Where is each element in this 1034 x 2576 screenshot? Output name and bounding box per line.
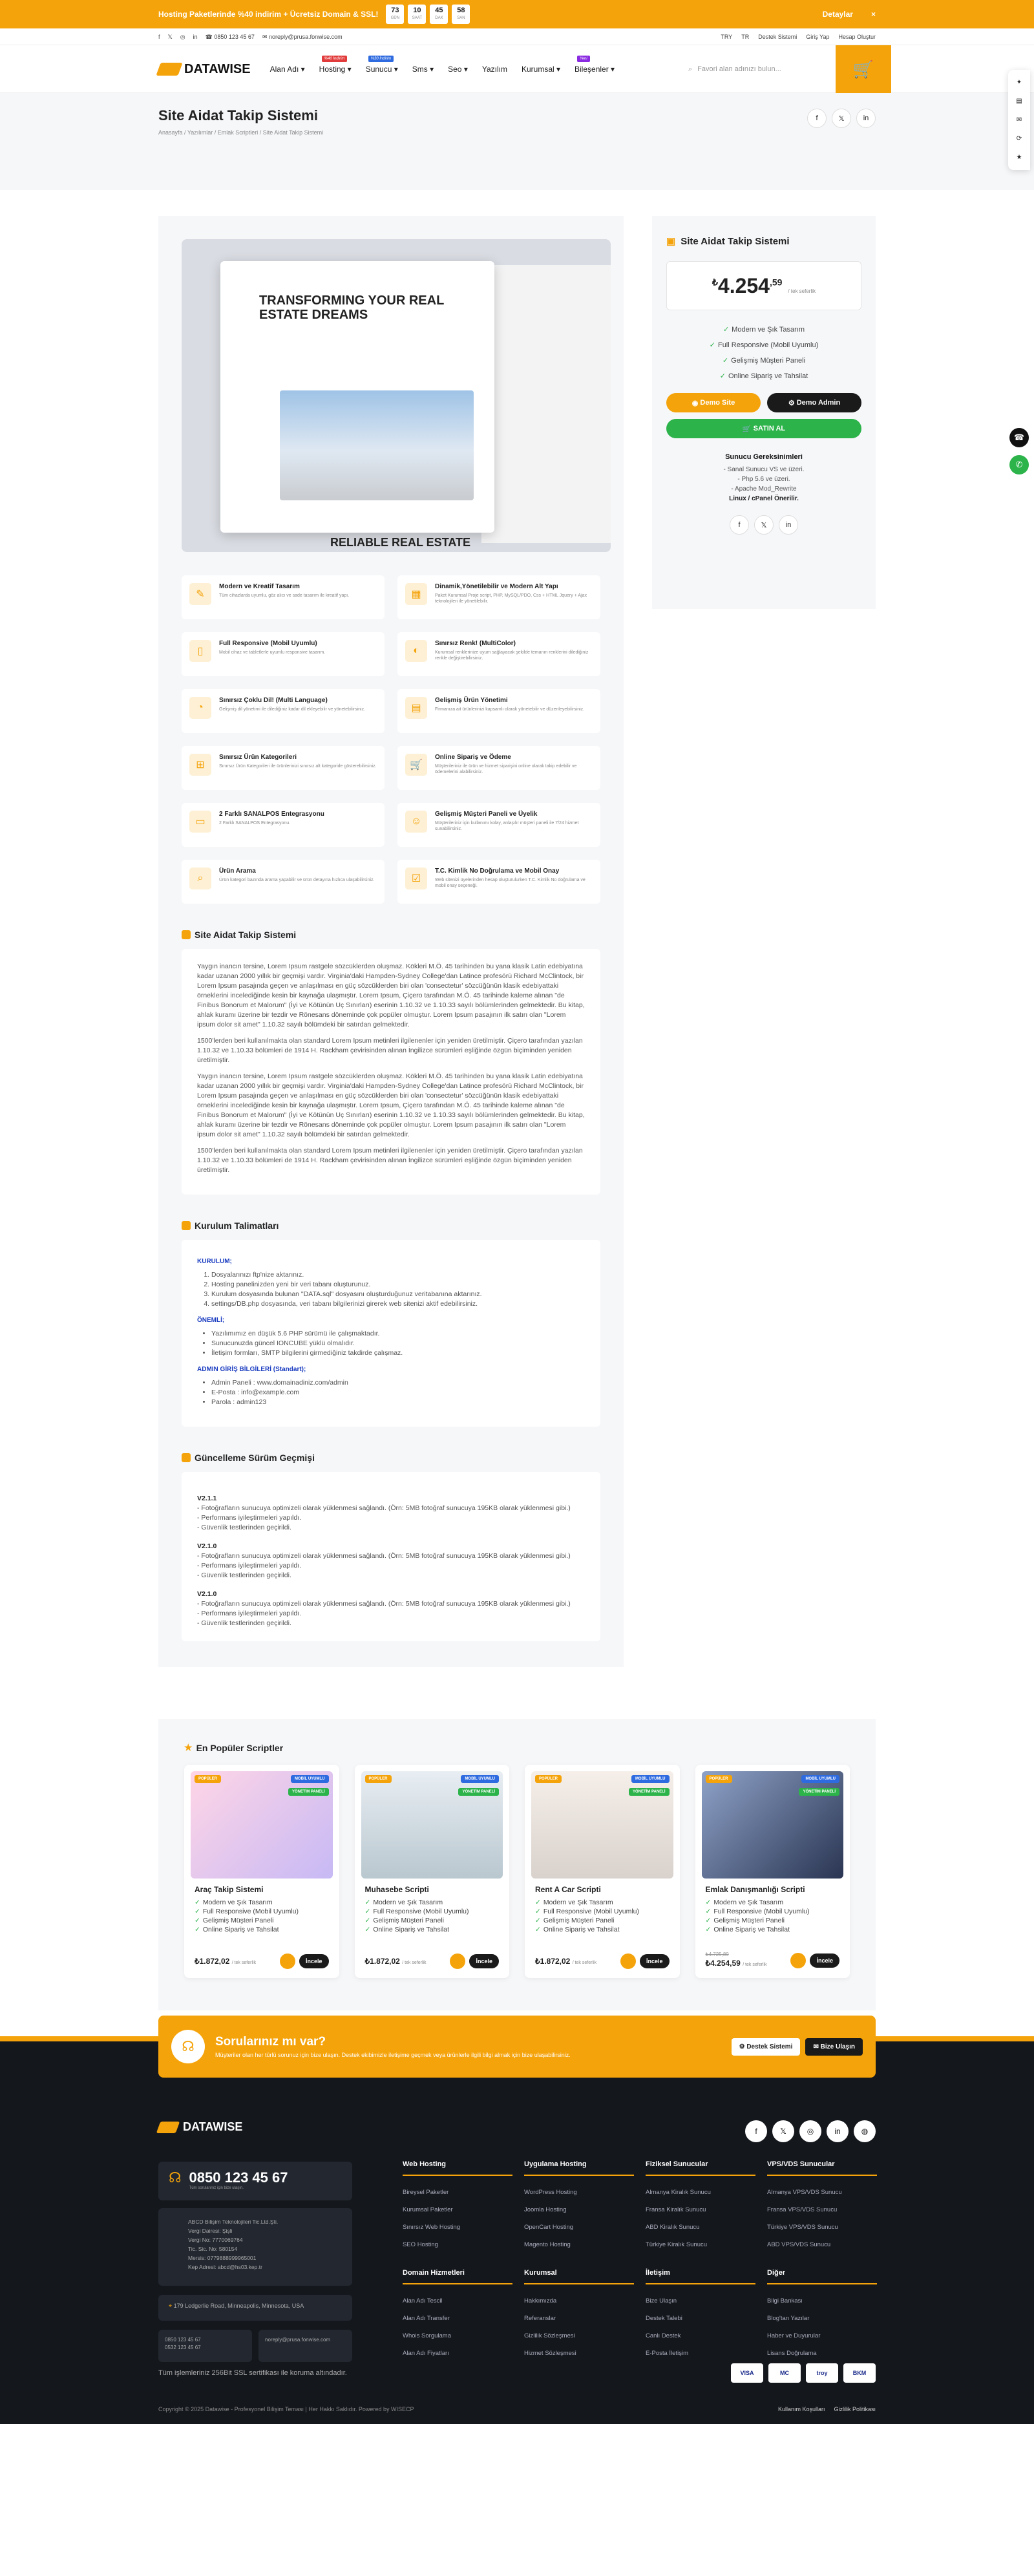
footer-location: ⌖ 179 Ledgerlie Road, Minneapolis, Minnesota, USA	[158, 2295, 352, 2321]
product-title: ▣ Site Aidat Takip Sistemi	[666, 235, 790, 247]
footer-link[interactable]: SEO Hosting	[403, 2241, 438, 2248]
feature-icon: ▤	[405, 697, 427, 719]
close-icon[interactable]: ×	[870, 10, 876, 19]
headset-icon: ☊	[171, 2030, 205, 2063]
inspect-button[interactable]: İncele	[299, 1954, 329, 1968]
floating-toolbar	[1008, 70, 1030, 170]
facebook-icon[interactable]: f	[745, 2120, 767, 2142]
check-icon: ✓	[195, 1917, 200, 1924]
feature-icon: ☑	[405, 868, 427, 889]
demo-admin-button[interactable]: ⚙ Demo Admin	[767, 393, 861, 412]
footer-column: Diğer Bilgi Bankası Blog'tan Yazılar Haber ve Duyurular Lisans Doğrulama	[767, 2269, 889, 2362]
product-checks: ✓ Modern ve Şık Tasarım ✓ Full Responsive (Mobil Uyumlu) ✓ Gelişmiş Müşteri Paneli ✓ Online Sipariş ve Tahsilat	[709, 326, 819, 380]
version-line: - Güvenlik testlerinden geçirildi.	[197, 1571, 291, 1579]
logo-icon	[156, 63, 182, 76]
script-price: ₺1.872,02 / tek seferlik	[364, 1957, 427, 1966]
instagram-icon[interactable]: ◎	[799, 2120, 821, 2142]
box-icon: ▣	[666, 236, 676, 247]
footer-column: Domain Hizmetleri Alan Adı Tescil Alan Adı Transfer Whois Sorgulama Alan Adı Fiyatları	[403, 2269, 524, 2362]
footer-link[interactable]: Fransa Kiralık Sunucu	[646, 2206, 706, 2213]
menu-item-software[interactable]: Yazılım	[481, 65, 507, 74]
version-line: - Fotoğrafların sunucuya optimizeli olarak yüklenmesi sağlandı. (Örn: 5MB fotoğraf sunucuya 195KB olarak yüklenmesi gibi.)	[197, 1552, 571, 1560]
x-icon[interactable]: 𝕏	[772, 2120, 794, 2142]
feature-icon: ◐	[405, 640, 427, 662]
popular-badge: POPÜLER	[195, 1775, 221, 1783]
about-box	[182, 949, 600, 1195]
script-price: ₺1.872,02 / tek seferlik	[195, 1957, 257, 1966]
feature-icon: ✎	[189, 583, 211, 605]
footer-phone[interactable]: ☊ 0850 123 45 67 Tüm sorularınız için bize ulaşın.	[158, 2162, 352, 2200]
script-title[interactable]: Rent A Car Scripti	[535, 1885, 601, 1894]
footer-link[interactable]: Türkiye Kiralık Sunucu	[646, 2241, 708, 2248]
script-card[interactable]	[695, 1765, 850, 1978]
footer-link[interactable]: Almanya Kiralık Sunucu	[646, 2189, 711, 2196]
buy-button[interactable]: 🛒 SATIN AL	[666, 419, 861, 438]
chat-icon[interactable]: ▤	[1016, 98, 1022, 105]
check-icon: ✓	[722, 357, 729, 365]
check-icon: ✓	[705, 1917, 712, 1924]
mobile-badge: MOBİL UYUMLU	[461, 1775, 499, 1783]
check-icon: ✓	[535, 1917, 541, 1924]
star-icon: ★	[184, 1742, 193, 1752]
info-icon	[182, 930, 191, 939]
bkm-icon: BKM	[843, 2363, 876, 2383]
feature-icon: ⌕	[189, 868, 211, 889]
feature-item: ▭ 2 Farklı SANALPOS Entegrasyonu 2 Farklı SANALPOS Entegrasyonu.	[182, 803, 385, 847]
about-heading: Site Aidat Takip Sistemi	[182, 930, 600, 940]
ssl-line	[158, 2363, 876, 2383]
price-box	[666, 261, 861, 310]
privacy-link[interactable]: Gizlilik Politikası	[834, 2406, 876, 2412]
house-image	[280, 390, 474, 500]
footer-link[interactable]: Joomla Hosting	[524, 2206, 567, 2213]
linkedin-icon[interactable]: in	[827, 2120, 849, 2142]
troy-icon: troy	[806, 2363, 838, 2383]
footer-link[interactable]: Destek Talebi	[646, 2315, 682, 2322]
map-pin-icon: ⌖	[169, 2303, 173, 2309]
search-icon: ⌕	[688, 65, 693, 73]
mastercard-icon: MC	[768, 2363, 801, 2383]
cart-add-button[interactable]	[450, 1953, 465, 1969]
admin-badge: YÖNETİM PANELİ	[629, 1788, 670, 1796]
script-price: ₺4.254,59 / tek seferlik	[705, 1959, 767, 1968]
check-icon: ✓	[705, 1899, 712, 1906]
admin-badge: YÖNETİM PANELİ	[799, 1788, 839, 1796]
x-icon[interactable]: 𝕏	[754, 515, 774, 535]
script-image	[702, 1771, 844, 1879]
mobile-badge: MOBİL UYUMLU	[801, 1775, 839, 1783]
feature-item: ✎ Modern ve Kreatif Tasarım Tüm cihazlarda uyumlu, göz alıcı ve sade tasarım ile kreatif yapı.	[182, 575, 385, 619]
about-paragraph: Yaygın inancın tersine, Lorem Ipsum rastgele sözcüklerden oluşmaz. Kökleri M.Ö. 45 tarihinden bu yana klasik Latin edebiyatına kadar uzanan 2000 yıllık bir geçmişi vardır. Virginia'daki Hampden-Sydney College'dan Latince profesörü Richard McClintock, bir Lorem Ipsum pasajında geçen ve anlaşılması en güç sözcüklerden biri olan 'consectetur' sözcüğünün klasik edebiyattaki örneklerini incelediğinde kesin bir kaynağa ulaşmıştır. Lorem Ipsum, Çiçero tarafından M.Ö. 45 tarihinde kaleme alınan "de Finibus Bonorum et Malorum" (İyi ve Kötünün Uç Sınırları) eserinin 1.10.32 ve 1.10.33 sayılı bölümlerinden gelmektedir. Bu kitap, ahlak kuramı üzerine bir tezdir ve Rönesans döneminde çok popüler olmuştur. Lorem Ipsum pasajının ilk satırı olan "Lorem ipsum dolor sit amet" 1.10.32 sayılı bölümdeki bir satırdan gelmektedir.	[197, 1072, 585, 1138]
preview-side	[481, 265, 611, 543]
popular-heading: ★ En Popüler Scriptler	[184, 1742, 284, 1753]
script-image	[361, 1771, 503, 1879]
feature-icon: ⊞	[189, 754, 211, 776]
footer-link[interactable]: Canlı Destek	[646, 2332, 681, 2339]
facebook-icon[interactable]: f	[158, 34, 160, 40]
email-link[interactable]: ✉ noreply@prusa.fonwise.com	[262, 33, 343, 40]
countdown-hours: 10 SAAT	[408, 5, 426, 24]
footer-social	[745, 2120, 876, 2142]
about-paragraph: 1500'lerden beri kullanılmakta olan standard Lorem Ipsum metinleri ilgilenenler için yeniden üretilmiştir. Çiçero tarafından yazılan 1.10.32 ve 1.10.33 bölümleri de 1914 H. Rackham çevirisinden alınan İngilizce sürümleri eşliğinde özgün biçiminden yeniden üretilmiştir.	[197, 1037, 583, 1064]
popular-badge: POPÜLER	[706, 1775, 732, 1783]
version-line: - Güvenlik testlerinden geçirildi.	[197, 1619, 291, 1627]
footer-link[interactable]: E-Posta İletişim	[646, 2350, 688, 2357]
feature-item: ◐ Sınırsız Renk! (MultiColor) Kurumsal renklerinize uyum sağlayacak şekilde temanın renklerini dilediğiniz renkle değiştirebilirsiniz.	[397, 632, 600, 676]
headset-icon: ☊	[169, 2169, 182, 2186]
language-select[interactable]: TR	[741, 34, 750, 40]
version-line: - Fotoğrafların sunucuya optimizeli olarak yüklenmesi sağlandı. (Örn: 5MB fotoğraf sunucuya 195KB olarak yüklenmesi gibi.)	[197, 1600, 571, 1608]
feature-grid	[182, 575, 600, 904]
footer-link[interactable]: WordPress Hosting	[524, 2189, 577, 2196]
footer-link[interactable]: Referanslar	[524, 2315, 556, 2322]
footer-link[interactable]: Bize Ulaşın	[646, 2297, 677, 2305]
footer-link[interactable]: Almanya VPS/VDS Sunucu	[767, 2189, 842, 2196]
footer-link[interactable]: Alan Adı Fiyatları	[403, 2350, 449, 2357]
versions-heading: Güncelleme Sürüm Geçmişi	[182, 1453, 600, 1463]
preview-inner	[220, 261, 494, 533]
admin-info: • Admin Paneli : www.domainadiniz.com/admin • E-Posta : info@example.com • Parola : admin123	[211, 1378, 585, 1407]
promo-text: Hosting Paketlerinde %40 indirim + Ücretsiz Domain & SSL!	[158, 10, 379, 19]
check-icon: ✓	[195, 1908, 200, 1915]
product-preview[interactable]	[182, 239, 611, 552]
script-image	[531, 1771, 673, 1879]
linkedin-icon[interactable]: in	[193, 34, 198, 40]
popular-badge: POPÜLER	[535, 1775, 562, 1783]
countdown-seconds: 58 SAN	[452, 5, 470, 24]
refresh-icon[interactable]: ⟳	[1016, 135, 1022, 142]
price: $^₺4.254^{,59}$ / tek seferlik	[712, 273, 816, 297]
about-paragraph: Yaygın inancın tersine, Lorem Ipsum rastgele sözcüklerden oluşmaz. Kökleri M.Ö. 45 tarihinden bu yana klasik Latin edebiyatına kadar uzanan 2000 yıllık bir geçmişi vardır. Virginia'daki Hampden-Sydney College'dan Latince profesörü Richard McClintock, bir Lorem Ipsum pasajında geçen ve anlaşılması en güç sözcüklerden biri olan 'consectetur' sözcüğünün klasik edebiyattaki örneklerini incelediğinde kesin bir kaynağa ulaşmıştır. Lorem Ipsum, Çiçero tarafından M.Ö. 45 tarihinde kaleme alınan "de Finibus Bonorum et Malorum" (İyi ve Kötünün Uç Sınırları) eserinin 1.10.32 ve 1.10.33 sayılı bölümlerinden gelmektedir. Bu kitap, ahlak kuramı üzerine bir tezdir ve Rönesans döneminde çok popüler olmuştur. Lorem Ipsum pasajının ilk satırı olan "Lorem ipsum dolor sit amet" 1.10.32 sayılı bölümdeki bir satırdan gelmektedir.	[197, 963, 585, 1028]
old-price: ₺4.725,89	[705, 1952, 729, 1957]
install-subtitle: ÖNEMLİ;	[197, 1317, 225, 1324]
script-title[interactable]: Muhasebe Scripti	[364, 1885, 429, 1894]
footer-link[interactable]: ABD Kiralık Sunucu	[646, 2224, 700, 2231]
help-text: Müşteriler olan her türlü sorunuz için bize ulaşın. Destek ekibimizle iletişime geçmek veya ürünlerle ilgili bilgi almak için bize ulaşabilirsiniz.	[215, 2052, 571, 2058]
script-title[interactable]: Araç Takip Sistemi	[195, 1885, 264, 1894]
footer-link[interactable]: Blog'tan Yazılar	[767, 2315, 810, 2322]
footer-link[interactable]: Sınırsız Web Hosting	[403, 2224, 461, 2231]
footer-column: Uygulama Hosting WordPress Hosting Joomla Hosting OpenCart Hosting Magento Hosting	[524, 2160, 646, 2253]
footer-link[interactable]: Türkiye VPS/VDS Sunucu	[767, 2224, 838, 2231]
check-icon: ✓	[535, 1899, 541, 1906]
version-line: - Performans iyileştirmeleri yapıldı.	[197, 1562, 302, 1570]
linkedin-icon[interactable]: in	[779, 515, 798, 535]
star-icon[interactable]: ✦	[1016, 79, 1022, 86]
footer-mail[interactable]: noreply@prusa.fonwise.com	[258, 2330, 352, 2362]
footer-link[interactable]: Haber ve Duyurular	[767, 2332, 821, 2339]
footer-link[interactable]: Whois Sorgulama	[403, 2332, 451, 2339]
utility-bar	[0, 28, 1034, 45]
popular-badge: POPÜLER	[365, 1775, 392, 1783]
feature-item: ☑ T.C. Kimlik No Doğrulama ve Mobil Onay Web sitenizi üyelerinden hesap oluşturulurken T.C. Kimlik No doğrulama ve mobil onay seçeneği.	[397, 860, 600, 904]
menu-item-seo[interactable]: Seo ▾	[448, 65, 468, 74]
footer-link[interactable]: Hakkımızda	[524, 2297, 557, 2305]
check-icon: ✓	[719, 372, 726, 380]
help-banner	[158, 2016, 876, 2078]
logo[interactable]: DATAWISE	[158, 62, 251, 77]
mail-icon[interactable]: ✉	[1016, 116, 1022, 123]
feature-item: ▤ Gelişmiş Ürün Yönetimi Firmanıza ait ürünlerinizi kapsamlı olarak yönetebilir ve düzenleyebilirsiniz.	[397, 689, 600, 733]
footer-link[interactable]: Alan Adı Transfer	[403, 2315, 450, 2322]
lightbulb-icon	[182, 1221, 191, 1230]
install-heading: Kurulum Talimatları	[182, 1220, 600, 1231]
footer-link[interactable]: Bilgi Bankası	[767, 2297, 803, 2305]
support-system-button[interactable]: ⚙ Destek Sistemi	[732, 2038, 801, 2056]
search-input[interactable]: Favori alan adınızı bulun...	[697, 65, 781, 73]
feature-item: ⌕ Ürün Arama Ürün kategori bazında arama yapabilir ve ürün detayına hızlıca ulaşabilirsiniz.	[182, 860, 385, 904]
currency-select[interactable]: TRY	[721, 34, 733, 40]
product-sidebar	[652, 216, 876, 609]
main-nav	[0, 45, 1034, 93]
footer-link[interactable]: Kurumsal Paketler	[403, 2206, 453, 2213]
phone-link[interactable]: ☎ 0850 123 45 67	[205, 33, 255, 40]
check-icon: ✓	[705, 1908, 712, 1915]
server-requirements: Sunucu Gereksinimleri - Sanal Sunucu VS ve üzeri. - Php 5.6 ve üzeri. - Apache Mod_Rewrite Linux / cPanel Önerilir.	[723, 453, 805, 502]
footer-link[interactable]: OpenCart Hosting	[524, 2224, 574, 2231]
mobile-badge: MOBİL UYUMLU	[631, 1775, 670, 1783]
feature-icon: ▯	[189, 640, 211, 662]
check-icon: ✓	[195, 1926, 200, 1933]
countdown	[386, 5, 470, 24]
page-hero	[0, 93, 1034, 190]
ssl-text: Tüm işlemleriniz 256Bit SSL sertifikası ile koruma altındadır.	[158, 2369, 347, 2377]
cart-button[interactable]	[836, 45, 891, 93]
check-icon: ✓	[364, 1908, 371, 1915]
footer-link[interactable]: ABD VPS/VDS Sunucu	[767, 2241, 831, 2248]
script-card[interactable]	[355, 1765, 510, 1978]
menu-item-corporate[interactable]: Kurumsal ▾	[521, 65, 561, 74]
check-icon: ✓	[364, 1917, 371, 1924]
menu-item-hosting[interactable]: %40 İndirim Hosting ▾	[319, 57, 352, 74]
feature-item: ◔ Sınırsız Çoklu Dil! (Multi Language) Gelişmiş dil yönetimi ile dilediğiniz kadar dil ekleyebilir ve yönetebilirsiniz.	[182, 689, 385, 733]
help-title: Sorularınız mı var?	[215, 2035, 326, 2049]
promo-details-link[interactable]: Detaylar	[822, 10, 853, 19]
version-label: V2.1.1	[197, 1495, 217, 1502]
script-features: ✓ Modern ve Şık Tasarım ✓ Full Responsive (Mobil Uyumlu) ✓ Gelişmiş Müşteri Paneli ✓ Online Sipariş ve Tahsilat	[705, 1899, 810, 1933]
menu	[269, 57, 615, 74]
breadcrumb[interactable]: Anasayfa / Yazılımlar / Emlak Scriptleri / Site Aidat Takip Sistemi	[158, 129, 324, 136]
feature-item: ▯ Full Responsive (Mobil Uyumlu) Mobil cihaz ve tabletlerle uyumlu responsive tasarım.	[182, 632, 385, 676]
feature-item: ⊞ Sınırsız Ürün Kategorileri Sınırsız Ürün Kategorileri ile ürünlerinizi sınırsız alt kategoride gösterebilirsiniz.	[182, 746, 385, 790]
terms-link[interactable]: Kullanım Koşulları	[777, 2406, 825, 2412]
admin-badge: YÖNETİM PANELİ	[288, 1788, 329, 1796]
cart-add-button[interactable]	[280, 1953, 295, 1969]
feature-icon: 🛒	[405, 754, 427, 776]
inspect-button[interactable]: İncele	[810, 1953, 839, 1968]
script-card[interactable]	[525, 1765, 680, 1978]
popular-cards	[184, 1765, 850, 1978]
footer-column: Web Hosting Bireysel Paketler Kurumsal Paketler Sınırsız Web Hosting SEO Hosting	[403, 2160, 524, 2253]
phone-float-icon[interactable]: ☎	[1009, 428, 1029, 447]
facebook-icon[interactable]: f	[807, 109, 827, 128]
demo-site-button[interactable]: ◉ Demo Site	[666, 393, 761, 412]
feature-item: 🛒 Online Sipariş ve Ödeme Müşterileriniz ile ürün ve hizmet siparişini online olarak takip edebilir ve ödemelerini alabilirsiniz.	[397, 746, 600, 790]
footer-link[interactable]: Fransa VPS/VDS Sunucu	[767, 2206, 838, 2213]
linkedin-icon[interactable]: in	[856, 109, 876, 128]
footer-column: Kurumsal Hakkımızda Referanslar Gizlilik Sözleşmesi Hizmet Sözleşmesi	[524, 2269, 646, 2362]
footer-link[interactable]: Magento Hosting	[524, 2241, 571, 2248]
check-icon: ✓	[364, 1926, 371, 1933]
check-icon: ✓	[709, 341, 715, 349]
script-image	[191, 1771, 333, 1879]
payment-logos	[731, 2363, 876, 2383]
install-subtitle: KURULUM;	[197, 1258, 232, 1265]
install-steps: 1. Dosyalarınızı ftp'nize aktarınız. 2. Hosting panelinizden yeni bir veri tabanı oluşturunuz. 3. Kurulum dosyasında bulunan "DATA.sql" dosyasını oluşturduğunuz veritabanına aktarınız. 4. settings/DB.php dosyasında, veri tabanı bilgilerinizi girerek web sitenizi aktif edebilirsiniz.	[211, 1270, 585, 1309]
script-features: ✓ Modern ve Şık Tasarım ✓ Full Responsive (Mobil Uyumlu) ✓ Gelişmiş Müşteri Paneli ✓ Online Sipariş ve Tahsilat	[195, 1899, 299, 1933]
footer-logo[interactable]: DATAWISE	[158, 2120, 876, 2134]
countdown-minutes: 45 DAK	[430, 5, 448, 24]
feature-icon: ◔	[189, 697, 211, 719]
script-features: ✓ Modern ve Şık Tasarım ✓ Full Responsive (Mobil Uyumlu) ✓ Gelişmiş Müşteri Paneli ✓ Online Sipariş ve Tahsilat	[535, 1899, 640, 1933]
instagram-icon[interactable]: ◎	[180, 33, 185, 40]
share-buttons	[807, 109, 876, 128]
versions-box	[182, 1472, 600, 1641]
footer-link[interactable]: Bireysel Paketler	[403, 2189, 449, 2196]
cart-add-button[interactable]	[790, 1953, 806, 1968]
about-paragraph: 1500'lerden beri kullanılmakta olan standard Lorem Ipsum metinleri ilgilenenler için yeniden üretilmiştir. Çiçero tarafından yazılan 1.10.32 ve 1.10.33 bölümleri de 1914 H. Rackham çevirisinden alınan İngilizce sürümleri eşliğinde özgün biçiminden yeniden üretilmiştir.	[197, 1147, 583, 1174]
footer	[0, 2036, 1034, 2424]
visa-icon: VISA	[731, 2363, 763, 2383]
script-features: ✓ Modern ve Şık Tasarım ✓ Full Responsive (Mobil Uyumlu) ✓ Gelişmiş Müşteri Paneli ✓ Online Sipariş ve Tahsilat	[364, 1899, 469, 1933]
check-icon: ✓	[705, 1926, 712, 1933]
menu-item-server[interactable]: %30 İndirim Sunucu ▾	[365, 57, 398, 74]
footer-contacts	[158, 2330, 352, 2362]
promo-bar	[0, 0, 1034, 28]
support-link[interactable]: Destek Sistemi	[758, 34, 797, 40]
bookmark-icon[interactable]: ★	[1016, 154, 1022, 161]
preview-headline: TRANSFORMING YOUR REAL ESTATE DREAMS	[259, 293, 444, 322]
x-icon[interactable]: 𝕏	[832, 109, 851, 128]
menu-item-sms[interactable]: Sms ▾	[412, 65, 434, 74]
feature-icon: ▦	[405, 583, 427, 605]
contact-us-button[interactable]: ✉ Bize Ulaşın	[805, 2038, 863, 2056]
install-subtitle: ADMIN GİRİŞ BİLGİLERİ (Standart);	[197, 1366, 306, 1373]
preview-footer: RELIABLE REAL ESTATE	[330, 536, 471, 549]
footer-links	[403, 2160, 889, 2362]
menu-item-domain[interactable]: Alan Adı ▾	[269, 65, 305, 74]
check-icon: ✓	[535, 1908, 541, 1915]
inspect-button[interactable]: İncele	[640, 1954, 670, 1968]
version-line: - Güvenlik testlerinden geçirildi.	[197, 1524, 291, 1531]
footer-column: VPS/VDS Sunucular Almanya VPS/VDS Sunucu Fransa VPS/VDS Sunucu Türkiye VPS/VDS Sunucu ABD VPS/VDS Sunucu	[767, 2160, 889, 2253]
script-card[interactable]	[184, 1765, 339, 1978]
etbis-icon[interactable]: ◍	[854, 2120, 876, 2142]
feature-icon: ▭	[189, 811, 211, 833]
register-link[interactable]: Hesap Oluştur	[838, 34, 876, 40]
company-info: ABCD Bilişim Teknolojileri Tic.Ltd.Şti. Vergi Dairesi: Şişli Vergi No: 7770069764 Tic. Sic. No: 580154 Mersis: 0779888999965001 Kep Adresi: abcd@hs03.kep.tr	[158, 2208, 352, 2286]
search-box[interactable]	[688, 65, 818, 74]
version-label: V2.1.0	[197, 1590, 217, 1598]
install-box	[182, 1240, 600, 1427]
feature-icon: ☺	[405, 811, 427, 833]
script-title[interactable]: Emlak Danışmanlığı Scripti	[705, 1885, 805, 1894]
whatsapp-icon[interactable]: ✆	[1009, 455, 1029, 474]
cart-icon: 🛒	[852, 59, 874, 79]
mobile-badge: MOBİL UYUMLU	[291, 1775, 329, 1783]
page-title: Site Aidat Takip Sistemi	[158, 107, 318, 123]
product-content	[158, 216, 624, 1667]
cart-add-button[interactable]	[620, 1953, 636, 1969]
check-icon: ✓	[535, 1926, 541, 1933]
install-notes: • Yazılımımız en düşük 5.6 PHP sürümü ile çalışmaktadır. • Sunucunuzda güncel IONCUBE yüklü olmalıdır. • İletişim formları, SMTP bilgilerini girmediğiniz takdirde çalışmaz.	[211, 1329, 585, 1358]
footer-column: Fiziksel Sunucular Almanya Kiralık Sunucu Fransa Kiralık Sunucu ABD Kiralık Sunucu Türkiye Kiralık Sunucu	[646, 2160, 767, 2253]
version-line: - Fotoğrafların sunucuya optimizeli olarak yüklenmesi sağlandı. (Örn: 5MB fotoğraf sunucuya 195KB olarak yüklenmesi gibi.)	[197, 1504, 571, 1512]
check-icon: ✓	[364, 1899, 371, 1906]
login-link[interactable]: Giriş Yap	[806, 34, 830, 40]
footer-phones[interactable]: 0850 123 45 67 0532 123 45 67	[158, 2330, 252, 2362]
facebook-icon[interactable]: f	[730, 515, 749, 535]
copyright: Copyright © 2025 Datawise - Profesyonel Bilişim Teması | Her Hakkı Saklıdır. Powered by WISECP Kullanım Koşulları Gizlilik Politikası	[158, 2406, 876, 2412]
menu-item-components[interactable]: Yeni Bileşenler ▾	[575, 57, 615, 74]
version-line: - Performans iyileştirmeleri yapıldı.	[197, 1514, 302, 1522]
feature-item: ☺ Gelişmiş Müşteri Paneli ve Üyelik Müşterileriniz için kullanımı kolay, anlaşılır müşteri paneli ile 7/24 hizmet sunabilirsiniz.	[397, 803, 600, 847]
feature-item: ▦ Dinamik,Yönetilebilir ve Modern Alt Yapı Paket Kurumsal Proje script, PHP, MySQL/PDO, Css + HTML Jquery + Ajax teknolojileri ile yönetilebilir.	[397, 575, 600, 619]
version-line: - Performans iyileştirmeleri yapıldı.	[197, 1610, 302, 1617]
countdown-days: 73 GÜN	[386, 5, 404, 24]
footer-column: İletişim Bize Ulaşın Destek Talebi Canlı Destek E-Posta İletişim	[646, 2269, 767, 2362]
history-icon	[182, 1453, 191, 1462]
sidebar-share	[666, 515, 861, 535]
x-icon[interactable]: 𝕏	[167, 33, 173, 40]
footer-link[interactable]: Lisans Doğrulama	[767, 2350, 817, 2357]
version-label: V2.1.0	[197, 1542, 217, 1550]
inspect-button[interactable]: İncele	[469, 1954, 499, 1968]
check-icon: ✓	[195, 1899, 200, 1906]
script-price: ₺1.872,02 / tek seferlik	[535, 1957, 597, 1966]
footer-link[interactable]: Gizlilik Sözleşmesi	[524, 2332, 575, 2339]
check-icon: ✓	[723, 326, 730, 334]
popular-scripts	[158, 1719, 876, 2010]
admin-badge: YÖNETİM PANELİ	[458, 1788, 499, 1796]
footer-link[interactable]: Alan Adı Tescil	[403, 2297, 443, 2305]
footer-link[interactable]: Hizmet Sözleşmesi	[524, 2350, 576, 2357]
